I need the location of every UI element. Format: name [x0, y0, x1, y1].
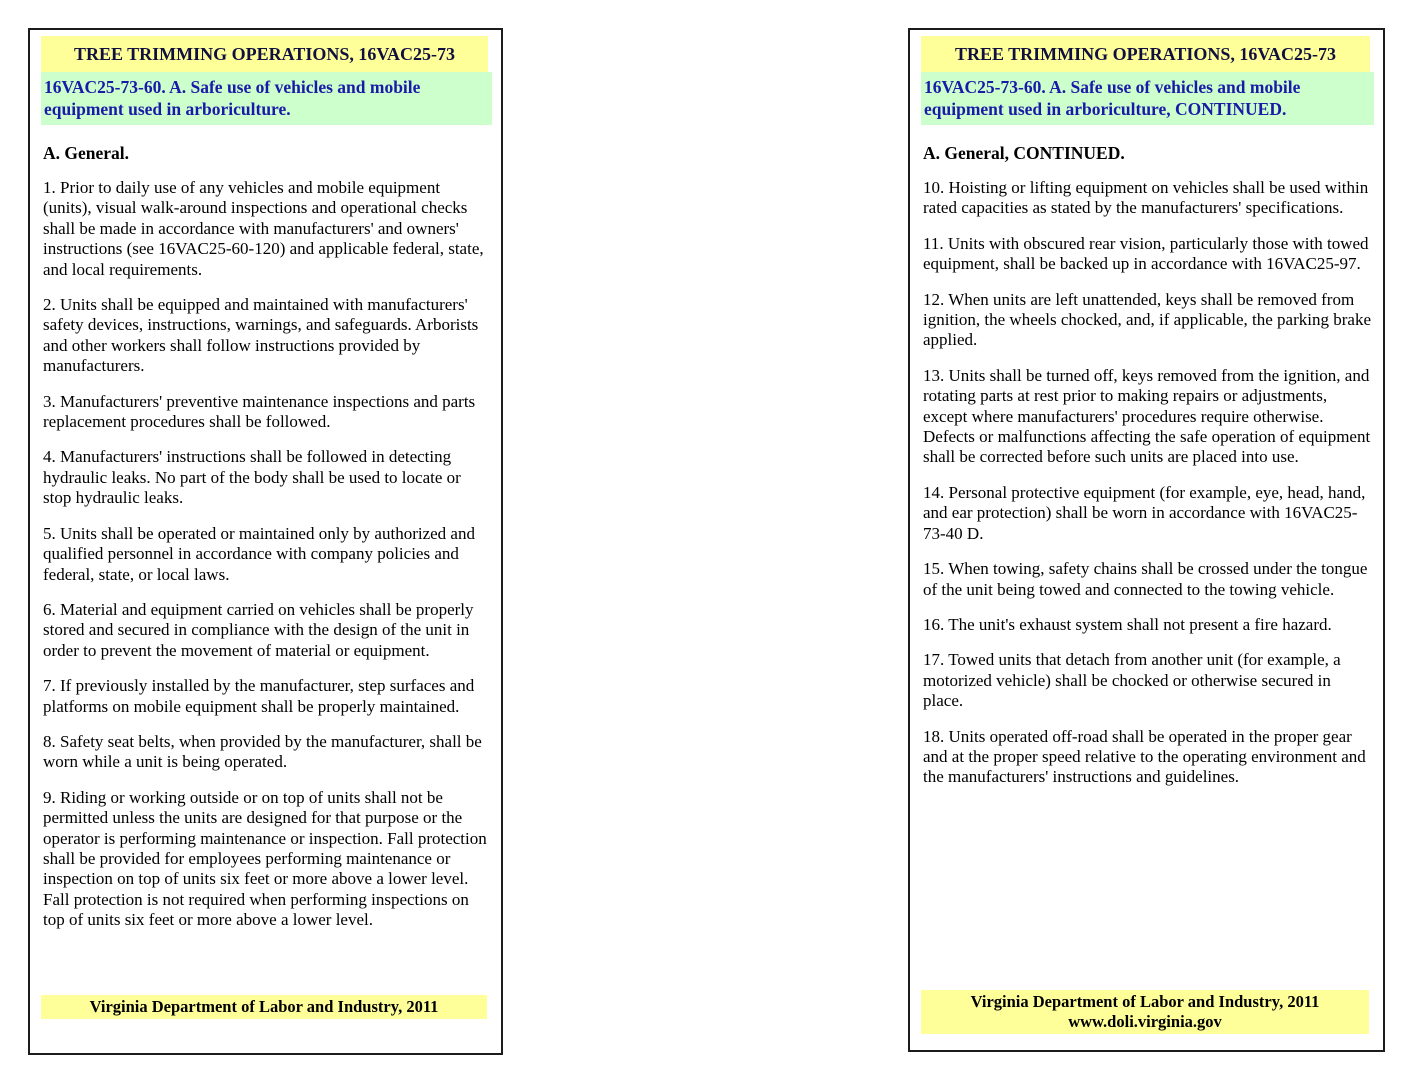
page-body [30, 143, 501, 931]
page-title: TREE TRIMMING OPERATIONS, 16VAC25-73 [73, 44, 456, 64]
page-left [28, 28, 503, 1055]
regulation-item-8: 8. Safety seat belts, when provided by the manufacturer, shall be worn while a unit is being operated. [43, 731, 482, 772]
regulation-item-10: 10. Hoisting or lifting equipment on vehicles shall be used within rated capacities as stated by the manufacturers' specifications. [923, 178, 1369, 218]
regulation-item-7: 7. If previously installed by the manufacturer, step surfaces and platforms on mobile equipment shall be properly maintained. [43, 676, 475, 716]
sub-heading: A. General. [43, 143, 130, 163]
regulation-item-2: 2. Units shall be equipped and maintained with manufacturers' safety devices, instructions, warnings, and safeguards. Arborists and other workers shall follow instructions provided by manufacturers. [43, 295, 479, 376]
page-title: TREE TRIMMING OPERATIONS, 16VAC25-73 [954, 44, 1337, 64]
section-heading: 16VAC25-73-60. A. Safe use of vehicles and mobile equipment used in arboriculture, CONTINUED. [924, 77, 1301, 119]
regulation-item-15: 15. When towing, safety chains shall be crossed under the tongue of the unit being towed and connected to the towing vehicle. [923, 559, 1368, 599]
footer-org-line: Virginia Department of Labor and Industry, 2011 [89, 997, 439, 1016]
regulation-item-18: 18. Units operated off-road shall be operated in the proper gear and at the proper speed relative to the operating environment and the manufacturers' instructions and guidelines. [923, 726, 1366, 787]
footer-org-line: Virginia Department of Labor and Industry, 2011 [970, 992, 1320, 1011]
regulation-item-14: 14. Personal protective equipment (for example, eye, head, hand, and ear protection) shall be worn in accordance with 16VAC25-73-40 D. [923, 482, 1366, 543]
page-body [910, 143, 1383, 788]
regulation-item-4: 4. Manufacturers' instructions shall be followed in detecting hydraulic leaks. No part of the body shall be used to locate or stop hydraulic leaks. [43, 447, 461, 508]
regulation-item-11: 11. Units with obscured rear vision, particularly those with towed equipment, shall be backed up in accordance with 16VAC25-97. [923, 233, 1369, 274]
regulation-item-6: 6. Material and equipment carried on vehicles shall be properly stored and secured in compliance with the design of the unit in order to prevent the movement of material or equipment. [43, 599, 474, 660]
regulation-item-17: 17. Towed units that detach from another unit (for example, a motorized vehicle) shall be chocked or otherwise secured in place. [923, 650, 1341, 711]
section-heading-band [921, 72, 1374, 125]
sub-heading: A. General, CONTINUED. [923, 143, 1125, 163]
section-heading: 16VAC25-73-60. A. Safe use of vehicles and mobile equipment used in arboriculture. [44, 77, 421, 119]
section-heading-band [41, 72, 492, 125]
footer-url-line: www.doli.virginia.gov [1068, 1012, 1222, 1031]
regulation-item-13: 13. Units shall be turned off, keys removed from the ignition, and rotating parts at rest prior to making repairs or adjustments, except where manufacturers' procedures require otherwise. Defects or malfunctions affecting the safe operation of equipment shall be corrected before such units are placed into use. [923, 365, 1371, 467]
page-title-band [921, 36, 1370, 72]
page-footer-band [921, 990, 1369, 1034]
regulation-item-9: 9. Riding or working outside or on top of units shall not be permitted unless the units are designed for that purpose or the operator is performing maintenance or inspection. Fall protection shall be provided for employees performing maintenance or inspection on top of units six feet or more above a lower level. Fall protection is not required when performing inspections on top of units six feet or more above a lower level. [43, 787, 487, 930]
page-right [908, 28, 1385, 1052]
regulation-item-16: 16. The unit's exhaust system shall not present a fire hazard. [923, 614, 1332, 634]
regulation-item-12: 12. When units are left unattended, keys shall be removed from ignition, the wheels chocked, and, if applicable, the parking brake applied. [923, 289, 1371, 350]
regulation-item-3: 3. Manufacturers' preventive maintenance inspections and parts replacement procedures shall be followed. [43, 391, 476, 432]
regulation-item-5: 5. Units shall be operated or maintained only by authorized and qualified personnel in accordance with company policies and federal, state, or local laws. [43, 523, 475, 584]
regulation-item-1: 1. Prior to daily use of any vehicles and mobile equipment (units), visual walk-around inspections and operational checks shall be made in accordance with manufacturers' and owners' instructions (see 16VAC25-60-120) and applicable federal, state, and local requirements. [43, 178, 484, 279]
page-footer-band [41, 995, 487, 1019]
page-title-band [41, 36, 488, 72]
